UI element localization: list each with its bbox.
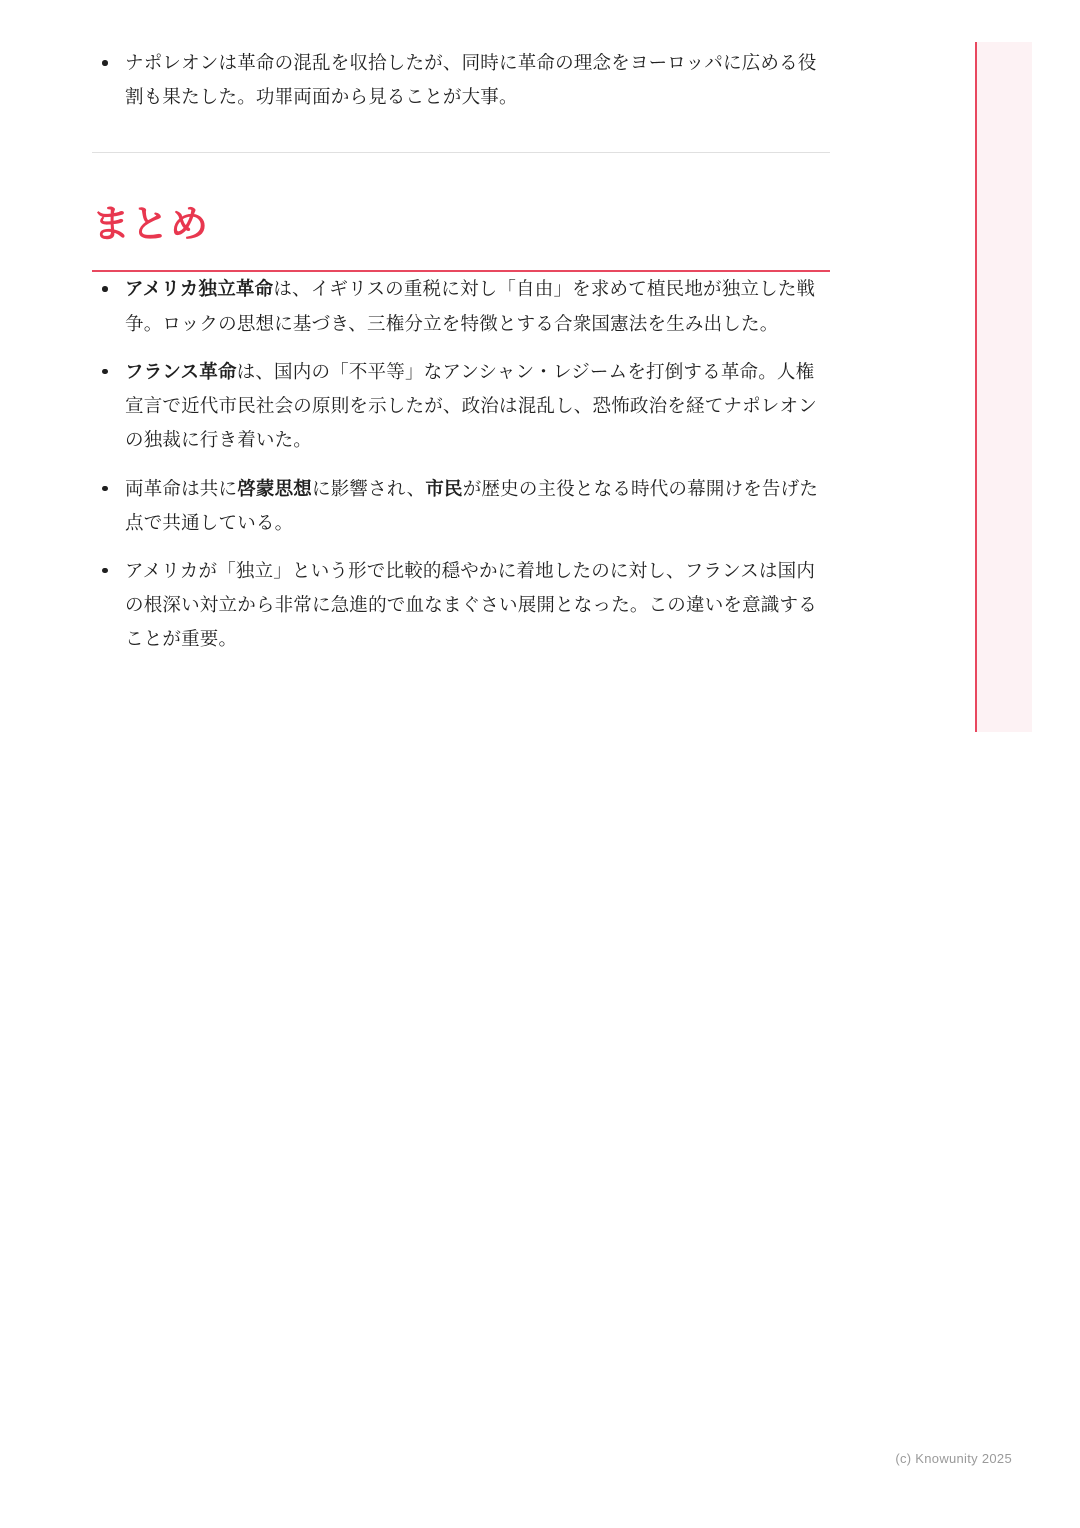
list-item (92, 46, 830, 114)
summary-item-3-part2: に影響され、 (312, 477, 426, 499)
list-item (92, 472, 830, 540)
summary-item-2-lead: フランス革命 (125, 360, 237, 382)
summary-item-3-bold1: 啓蒙思想 (237, 477, 313, 499)
summary-item-1-lead: アメリカ独立革命 (125, 278, 274, 300)
section-divider (92, 152, 830, 153)
summary-item-3-part1: 両革命は共に (125, 477, 238, 499)
list-item (92, 554, 830, 657)
summary-bullet-list (92, 272, 830, 656)
summary-item-1-rest: は、イギリスの重税に対し「自由」を求めて植民地が独立した戦争。ロックの思想に基づき、三権分立を特徴とする合衆国憲法を生み出した。 (125, 278, 816, 334)
list-item (92, 272, 830, 340)
copyright-footer: (c) Knowunity 2025 (895, 1451, 1012, 1466)
summary-item-4-text: アメリカが「独立」という形で比較的穏やかに着地したのに対し、フランスは国内の根深い対立から非常に急進的で血なまぐさい展開となった。この違いを意識することが重要。 (125, 559, 817, 650)
summary-item-3-bold2: 市民 (425, 477, 463, 499)
page-title: まとめ (92, 204, 210, 247)
intro-bullet-list (92, 46, 830, 114)
summary-item-3-part3: が歴史の主役となる時代の幕開けを告げた点で共通している。 (125, 477, 819, 533)
list-item (92, 355, 830, 458)
intro-bullet-text: ナポレオンは革命の混乱を収拾したが、同時に革命の理念をヨーロッパに広める役割も果たした。功罪両面から見ることが大事。 (125, 52, 817, 108)
summary-item-2-rest: は、国内の「不平等」なアンシャン・レジームを打倒する革命。人権宣言で近代市民社会の原則を示したが、政治は混乱し、恐怖政治を経てナポレオンの独裁に行き着いた。 (125, 360, 817, 451)
